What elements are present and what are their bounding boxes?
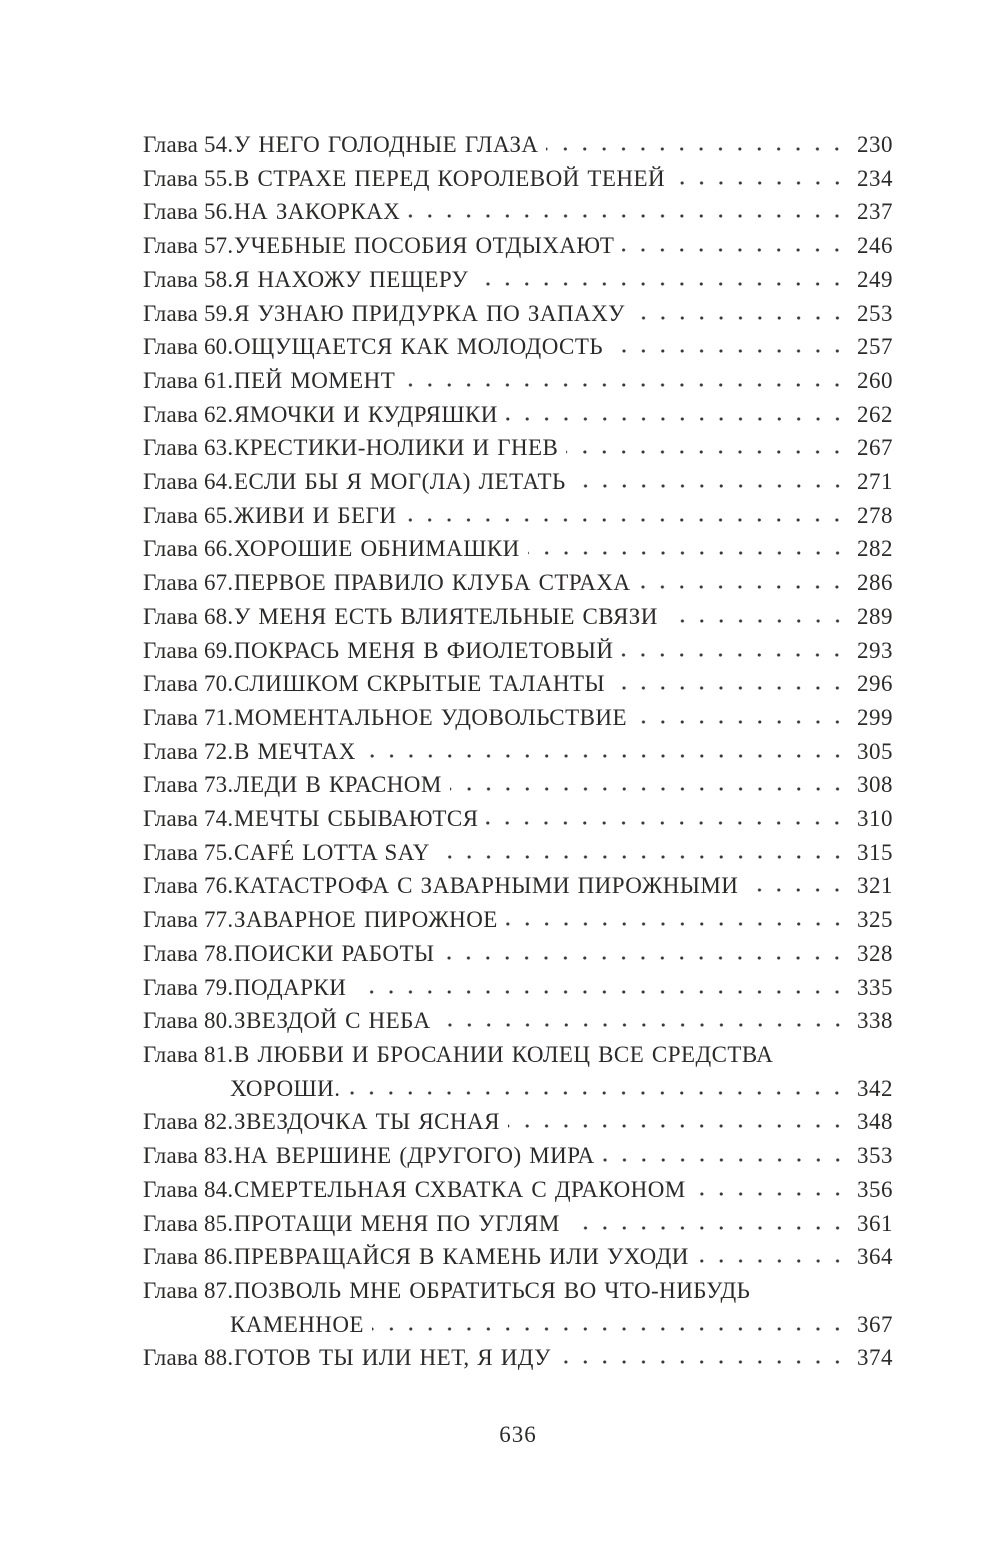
dot-leader	[528, 550, 847, 556]
dot-leader	[611, 348, 847, 354]
dot-leader	[364, 753, 847, 759]
dot-leader	[694, 1191, 847, 1197]
toc-entry-line	[143, 971, 893, 1005]
dot-leader	[635, 719, 847, 725]
chapter-label: Глава 73.	[143, 772, 234, 798]
chapter-title: МОМЕНТАЛЬНОЕ УДОВОЛЬСТВИЕ	[234, 704, 627, 730]
toc-entry-line	[143, 903, 893, 937]
chapter-page-number: 367	[857, 1311, 893, 1337]
chapter-title: КАМЕННОЕ	[230, 1311, 364, 1337]
toc-entry-line	[143, 802, 893, 836]
chapter-title: ПЕРВОЕ ПРАВИЛО КЛУБА СТРАХА	[234, 570, 631, 596]
toc-entry-line	[143, 1173, 893, 1207]
chapter-title: ОЩУЩАЕТСЯ КАК МОЛОДОСТЬ	[234, 334, 603, 360]
chapter-label: Глава 69.	[143, 637, 234, 663]
toc-entry-line	[143, 1072, 893, 1106]
chapter-page-number: 293	[857, 637, 893, 663]
chapter-page-number: 271	[857, 469, 893, 495]
chapter-title: У НЕГО ГОЛОДНЫЕ ГЛАЗА	[234, 132, 539, 157]
dot-leader	[633, 315, 847, 321]
chapter-title: КРЕСТИКИ-НОЛИКИ И ГНЕВ	[234, 435, 559, 461]
chapter-title: ПРЕВРАЩАЙСЯ В КАМЕНЬ ИЛИ УХОДИ	[234, 1244, 689, 1270]
chapter-label: Глава 83.	[143, 1143, 234, 1169]
toc-entry-line	[143, 465, 893, 499]
toc-entry-line	[143, 398, 893, 432]
dot-leader	[508, 1123, 847, 1129]
dot-leader	[442, 955, 847, 961]
toc-list	[143, 128, 893, 1375]
chapter-page-number: 338	[857, 1008, 893, 1034]
chapter-title: ЗАВАРНОЕ ПИРОЖНОЕ	[234, 907, 498, 933]
chapter-label: Глава 85.	[143, 1210, 234, 1236]
chapter-title: У МЕНЯ ЕСТЬ ВЛИЯТЕЛЬНЫЕ СВЯЗИ	[234, 603, 658, 629]
chapter-page-number: 364	[857, 1244, 893, 1270]
chapter-label: Глава 77.	[143, 907, 234, 933]
chapter-page-number: 282	[857, 536, 893, 562]
chapter-page-number: 230	[857, 132, 893, 157]
chapter-label: Глава 88.	[143, 1345, 234, 1371]
chapter-page-number: 257	[857, 334, 893, 360]
chapter-title: МЕЧТЫ СБЫВАЮТСЯ	[234, 806, 479, 832]
dot-leader	[666, 618, 847, 624]
dot-leader	[354, 989, 847, 995]
chapter-label: Глава 70.	[143, 671, 234, 697]
dot-leader	[476, 281, 847, 287]
chapter-label: Глава 57.	[143, 233, 234, 259]
page-footer	[143, 1418, 893, 1452]
chapter-title: ЗВЕЗДОЧКА ТЫ ЯСНАЯ	[234, 1109, 500, 1135]
chapter-page-number: 278	[857, 502, 893, 528]
chapter-label: Глава 82.	[143, 1109, 234, 1135]
chapter-title: ЕСЛИ БЫ Я МОГ(ЛА) ЛЕТАТЬ	[234, 469, 566, 495]
toc-entry-line	[143, 836, 893, 870]
chapter-title: СМЕРТЕЛЬНАЯ СХВАТКА С ДРАКОНОМ	[234, 1176, 686, 1202]
toc-entry-line	[143, 735, 893, 769]
chapter-label: Глава 56.	[143, 199, 234, 225]
chapter-title: ХОРОШИЕ ОБНИМАШКИ	[234, 536, 520, 562]
toc-entry-line	[143, 297, 893, 331]
toc-entry-line	[143, 701, 893, 735]
chapter-title: Я НАХОЖУ ПЕЩЕРУ	[234, 266, 469, 292]
chapter-label: Глава 81.	[143, 1041, 234, 1067]
toc-entry-line	[143, 566, 893, 600]
dot-leader	[486, 820, 847, 826]
chapter-page-number: 267	[857, 435, 893, 461]
toc-entry-line	[143, 600, 893, 634]
toc-entry-line	[143, 330, 893, 364]
chapter-label: Глава 71.	[143, 704, 234, 730]
chapter-label: Глава 62.	[143, 401, 234, 427]
toc-entry-line	[143, 1038, 893, 1072]
chapter-title: В ЛЮБВИ И БРОСАНИИ КОЛЕЦ ВСЕ СРЕДСТВА	[234, 1041, 774, 1067]
chapter-label: Глава 63.	[143, 435, 234, 461]
chapter-label: Глава 87.	[143, 1277, 234, 1303]
chapter-title: В МЕЧТАХ	[234, 738, 356, 764]
chapter-label: Глава 54.	[143, 132, 234, 157]
toc-entry-line	[143, 195, 893, 229]
dot-leader	[622, 247, 847, 253]
chapter-title: ПЕЙ МОМЕНТ	[234, 367, 396, 393]
chapter-page-number: 249	[857, 266, 893, 292]
chapter-label: Глава 76.	[143, 873, 234, 899]
chapter-page-number: 321	[857, 873, 893, 899]
chapter-label: Глава 72.	[143, 738, 234, 764]
dot-leader	[546, 146, 847, 152]
chapter-title: В СТРАХЕ ПЕРЕД КОРОЛЕВОЙ ТЕНЕЙ	[234, 165, 666, 191]
toc-entry-line	[143, 1308, 893, 1342]
chapter-title: УЧЕБНЫЕ ПОСОБИЯ ОТДЫХАЮТ	[234, 233, 615, 259]
toc-entry-line	[143, 499, 893, 533]
chapter-page-number: 234	[857, 165, 893, 191]
chapter-title: СЛИШКОМ СКРЫТЫЕ ТАЛАНТЫ	[234, 671, 605, 697]
chapter-title: НА ЗАКОРКАХ	[234, 199, 401, 225]
dot-leader	[404, 517, 847, 523]
chapter-title: НА ВЕРШИНЕ (ДРУГОГО) МИРА	[234, 1143, 595, 1169]
dot-leader	[348, 1090, 847, 1096]
chapter-page-number: 361	[857, 1210, 893, 1236]
dot-leader	[568, 1225, 847, 1231]
chapter-page-number: 353	[857, 1143, 893, 1169]
chapter-page-number: 374	[857, 1345, 893, 1371]
chapter-label: Глава 60.	[143, 334, 234, 360]
chapter-label: Глава 74.	[143, 806, 234, 832]
chapter-label: Глава 64.	[143, 469, 234, 495]
chapter-page-number: 335	[857, 974, 893, 1000]
chapter-label: Глава 61.	[143, 367, 234, 393]
chapter-page-number: 289	[857, 603, 893, 629]
toc-entry-line	[143, 1240, 893, 1274]
toc-entry-line	[143, 1207, 893, 1241]
chapter-title: ПОИСКИ РАБОТЫ	[234, 940, 435, 966]
chapter-page-number: 342	[857, 1075, 893, 1101]
toc-entry-line	[143, 1105, 893, 1139]
toc-entry-line	[143, 364, 893, 398]
chapter-title: ЛЕДИ В КРАСНОМ	[234, 772, 442, 798]
chapter-label: Глава 68.	[143, 603, 234, 629]
dot-leader	[746, 887, 847, 893]
chapter-label: Глава 55.	[143, 165, 234, 191]
chapter-label: Глава 67.	[143, 570, 234, 596]
chapter-page-number: 310	[857, 806, 893, 832]
chapter-page-number: 305	[857, 738, 893, 764]
chapter-title: ЗВЕЗДОЙ С НЕБА	[234, 1008, 431, 1034]
dot-leader	[506, 416, 847, 422]
toc-entry-line	[143, 1341, 893, 1375]
toc-entry-line	[143, 128, 893, 162]
dot-leader	[613, 685, 847, 691]
chapter-title: Я УЗНАЮ ПРИДУРКА ПО ЗАПАХУ	[234, 300, 625, 326]
dot-leader	[621, 652, 847, 658]
chapter-page-number: 237	[857, 199, 893, 225]
chapter-page-number: 348	[857, 1109, 893, 1135]
chapter-title: ХОРОШИ.	[230, 1075, 341, 1101]
chapter-title: ПРОТАЩИ МЕНЯ ПО УГЛЯМ	[234, 1210, 560, 1236]
dot-leader	[638, 584, 847, 590]
dot-leader	[697, 1258, 847, 1264]
chapter-page-number: 315	[857, 839, 893, 865]
chapter-title: ПОДАРКИ	[234, 974, 347, 1000]
chapter-title: ЖИВИ И БЕГИ	[234, 502, 397, 528]
chapter-title: ПОКРАСЬ МЕНЯ В ФИОЛЕТОВЫЙ	[234, 637, 614, 663]
dot-leader	[574, 483, 847, 489]
dot-leader	[372, 1326, 847, 1332]
toc-entry-line	[143, 1139, 893, 1173]
chapter-label: Глава 66.	[143, 536, 234, 562]
chapter-label: Глава 84.	[143, 1176, 234, 1202]
dot-leader	[673, 180, 847, 186]
chapter-label: Глава 58.	[143, 266, 234, 292]
page-number: 636	[499, 1422, 537, 1448]
dot-leader	[439, 1022, 847, 1028]
chapter-page-number: 356	[857, 1176, 893, 1202]
chapter-page-number: 253	[857, 300, 893, 326]
chapter-page-number: 286	[857, 570, 893, 596]
chapter-title: ГОТОВ ТЫ ИЛИ НЕТ, Я ИДУ	[234, 1345, 551, 1371]
chapter-page-number: 262	[857, 401, 893, 427]
chapter-page-number: 296	[857, 671, 893, 697]
toc-entry-line	[143, 431, 893, 465]
chapter-label: Глава 78.	[143, 940, 234, 966]
dot-leader	[603, 1157, 847, 1163]
chapter-label: Глава 80.	[143, 1008, 234, 1034]
toc-entry-line	[143, 634, 893, 668]
chapter-title: ЯМОЧКИ И КУДРЯШКИ	[234, 401, 498, 427]
toc-entry-line	[143, 1004, 893, 1038]
toc-entry-line	[143, 937, 893, 971]
dot-leader	[438, 854, 847, 860]
chapter-page-number: 260	[857, 367, 893, 393]
toc-entry-line	[143, 532, 893, 566]
dot-leader	[408, 213, 847, 219]
dot-leader	[566, 449, 847, 455]
chapter-page-number: 328	[857, 940, 893, 966]
chapter-page-number: 308	[857, 772, 893, 798]
toc-entry-line	[143, 263, 893, 297]
toc-entry-line	[143, 229, 893, 263]
chapter-label: Глава 79.	[143, 974, 234, 1000]
chapter-label: Глава 65.	[143, 502, 234, 528]
chapter-label: Глава 59.	[143, 300, 234, 326]
toc-entry-line	[143, 667, 893, 701]
chapter-page-number: 299	[857, 704, 893, 730]
chapter-page-number: 325	[857, 907, 893, 933]
toc-entry-line	[143, 162, 893, 196]
dot-leader	[506, 921, 847, 927]
chapter-label: Глава 75.	[143, 839, 234, 865]
chapter-title: CAFÉ LOTTA SAY	[234, 839, 430, 865]
dot-leader	[403, 382, 847, 388]
chapter-title: КАТАСТРОФА С ЗАВАРНЫМИ ПИРОЖНЫМИ	[234, 873, 739, 899]
dot-leader	[559, 1359, 847, 1365]
toc-entry-line	[143, 1274, 893, 1308]
chapter-page-number: 246	[857, 233, 893, 259]
toc-entry-line	[143, 768, 893, 802]
chapter-title: ПОЗВОЛЬ МНЕ ОБРАТИТЬСЯ ВО ЧТО-НИБУДЬ	[234, 1277, 751, 1303]
dot-leader	[450, 786, 847, 792]
chapter-label: Глава 86.	[143, 1244, 234, 1270]
toc-entry-line	[143, 869, 893, 903]
